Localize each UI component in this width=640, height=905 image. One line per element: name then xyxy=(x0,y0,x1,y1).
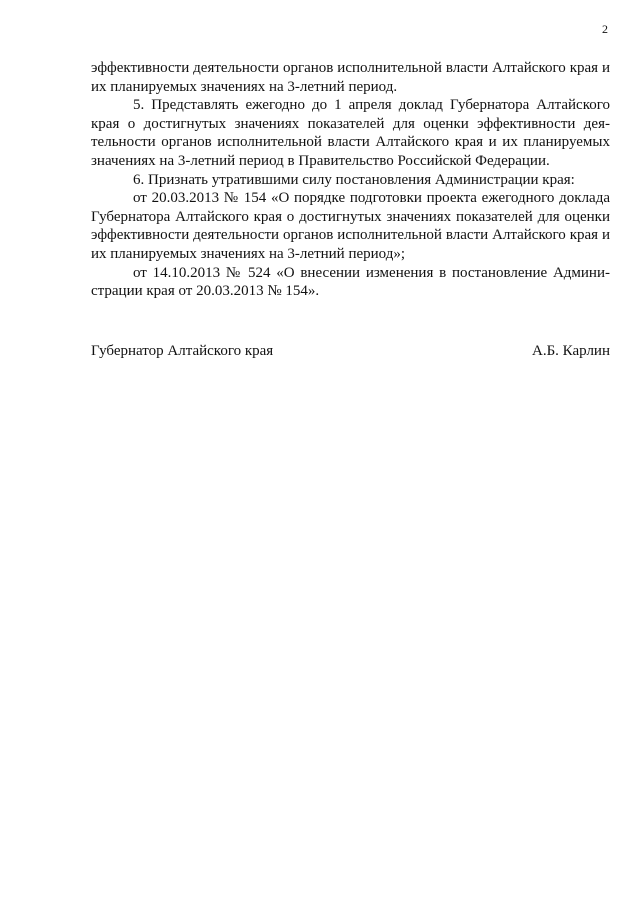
signatory-name: А.Б. Карлин xyxy=(531,343,610,359)
paragraph-continuation: эффективности деятельности органов исполнительной власти Алтайского края и их планируемых значениях на 3-летний период. xyxy=(91,60,610,95)
signature-block xyxy=(91,342,610,360)
paragraph-item-6: 6. Признать утратившими силу постановления Администрации края: xyxy=(133,171,575,188)
paragraph-repealed-524: от 14.10.2013 № 524 «О внесении изменения в постановление Администрации края от 20.03.2013 № 154». xyxy=(91,264,610,300)
paragraph-item-5: 5. Представлять ежегодно до 1 апреля доклад Губернатора Алтайского края о достигнутых значениях показателей для оценки эффективности деятельности органов исполнительной власти Алтайского края и их планируемых значениях на 3-летний период в Правительство Российской Федерации. xyxy=(91,97,610,169)
signatory-position: Губернатор Алтайского края xyxy=(91,343,274,359)
paragraph-repealed-154: от 20.03.2013 № 154 «О порядке подготовки проекта ежегодного доклада Губернатора Алтайского края о достигнутых значениях показателей для оценки эффективности деятельности органов исполнительной власти Алтайского края и их планируемых значениях на 3-летний период»; xyxy=(91,190,610,262)
page-number: 2 xyxy=(602,22,608,36)
document-body xyxy=(91,59,610,301)
